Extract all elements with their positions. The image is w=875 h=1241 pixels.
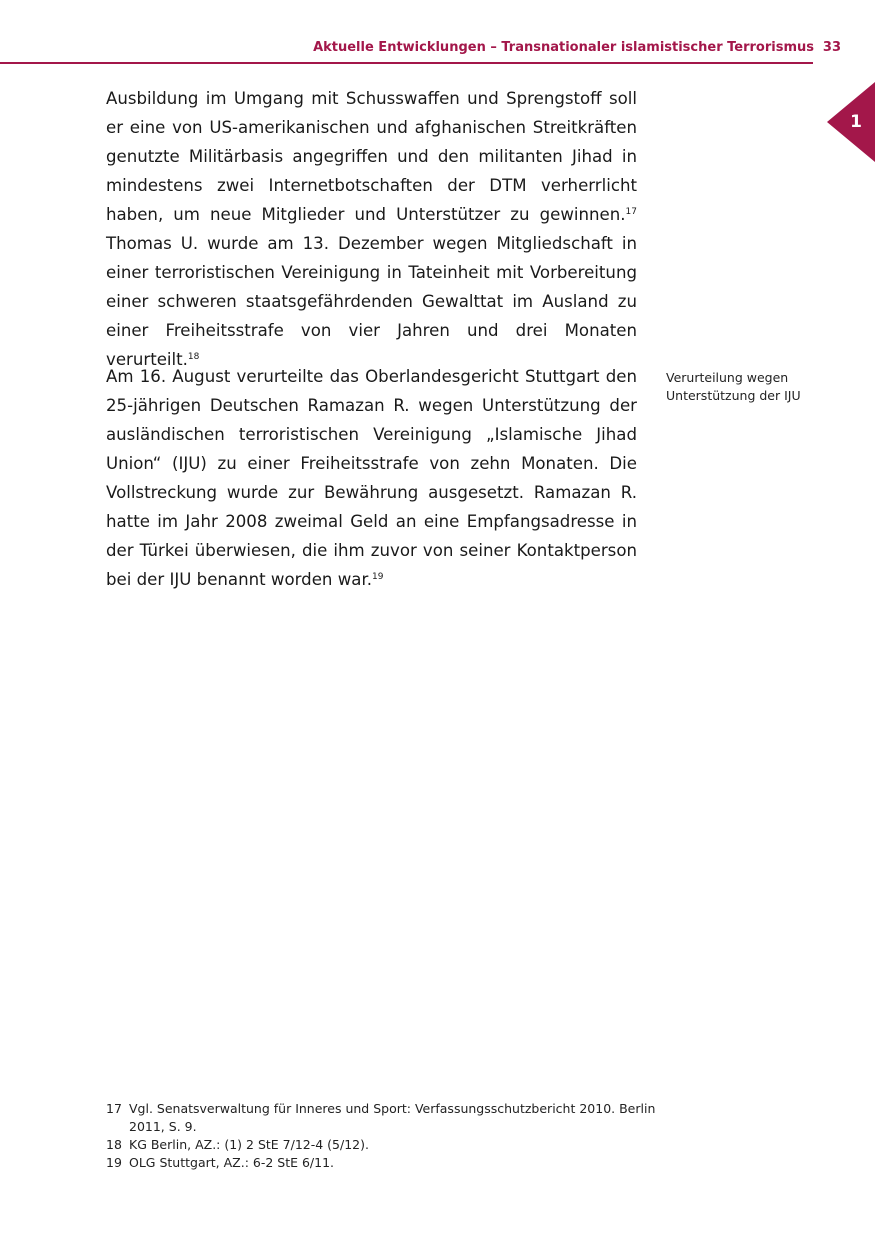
running-header: [0, 38, 847, 62]
marginal-note-line-1: Verurteilung wegen: [666, 370, 789, 385]
footnote-number: 18: [106, 1137, 122, 1152]
chapter-number: 1: [850, 112, 862, 132]
footnotes: [106, 1100, 666, 1172]
footnote-item: [106, 1100, 666, 1136]
footnote-item: [106, 1136, 666, 1154]
paragraph-1-text-a: Ausbildung im Umgang mit Schusswaffen und Sprengstoff soll er eine von US-amerikanischen und afghanischen Streitkräften genutzte Militärbasis angegriffen und den militanten Jihad in mindestens zwei Internetbotschaften der DTM verherrlicht haben, um neue Mitglieder und Unterstützer zu gewinnen.: [106, 89, 637, 224]
footnote-item: [106, 1154, 666, 1172]
footnote-text: KG Berlin, AZ.: (1) 2 StE 7/12-4 (5/12).: [129, 1137, 369, 1152]
footnote-ref-17[interactable]: 17: [625, 207, 637, 217]
body-paragraph-1: [106, 84, 637, 374]
footnote-ref-19[interactable]: 19: [372, 572, 384, 582]
footnote-text: OLG Stuttgart, AZ.: 6-2 StE 6/11.: [129, 1155, 335, 1170]
marginal-note: [666, 369, 856, 405]
paragraph-2-text: Am 16. August verurteilte das Oberlandesgericht Stuttgart den 25-jährigen Deutschen Ramazan R. wegen Unterstützung der ausländischen terroristischen Vereinigung „Islamische Jihad Union“ (IJU) zu einer Freiheitsstrafe von zehn Monaten. Die Vollstreckung wurde zur Bewährung ausgesetzt. Ramazan R. hatte im Jahr 2008 zweimal Geld an eine Empfangsadresse in der Türkei überwiesen, die ihm zuvor von seiner Kontaktperson bei der IJU benannt worden war.: [106, 367, 637, 589]
paragraph-1-text-b: Thomas U. wurde am 13. Dezember wegen Mitgliedschaft in einer terroristischen Vereinigung in Tateinheit mit Vorbereitung einer schweren staatsgefährdenden Gewalttat im Ausland zu einer Freiheitsstrafe von vier Jahren und drei Monaten verurteilt.: [106, 234, 637, 369]
marginal-note-line-2: Unterstützung der IJU: [666, 388, 801, 403]
footnote-number: 17: [106, 1101, 122, 1116]
body-paragraph-2: [106, 362, 637, 594]
footnote-number: 19: [106, 1155, 122, 1170]
header-rule: [0, 62, 813, 64]
page-number: 33: [822, 40, 841, 55]
header-title: Aktuelle Entwicklungen – Transnationaler islamistischer Terrorismus: [313, 40, 814, 55]
footnote-ref-18[interactable]: 18: [187, 352, 200, 362]
footnote-text: Vgl. Senatsverwaltung für Inneres und Sport: Verfassungsschutzbericht 2010. Berlin 2011, S. 9.: [129, 1101, 656, 1134]
